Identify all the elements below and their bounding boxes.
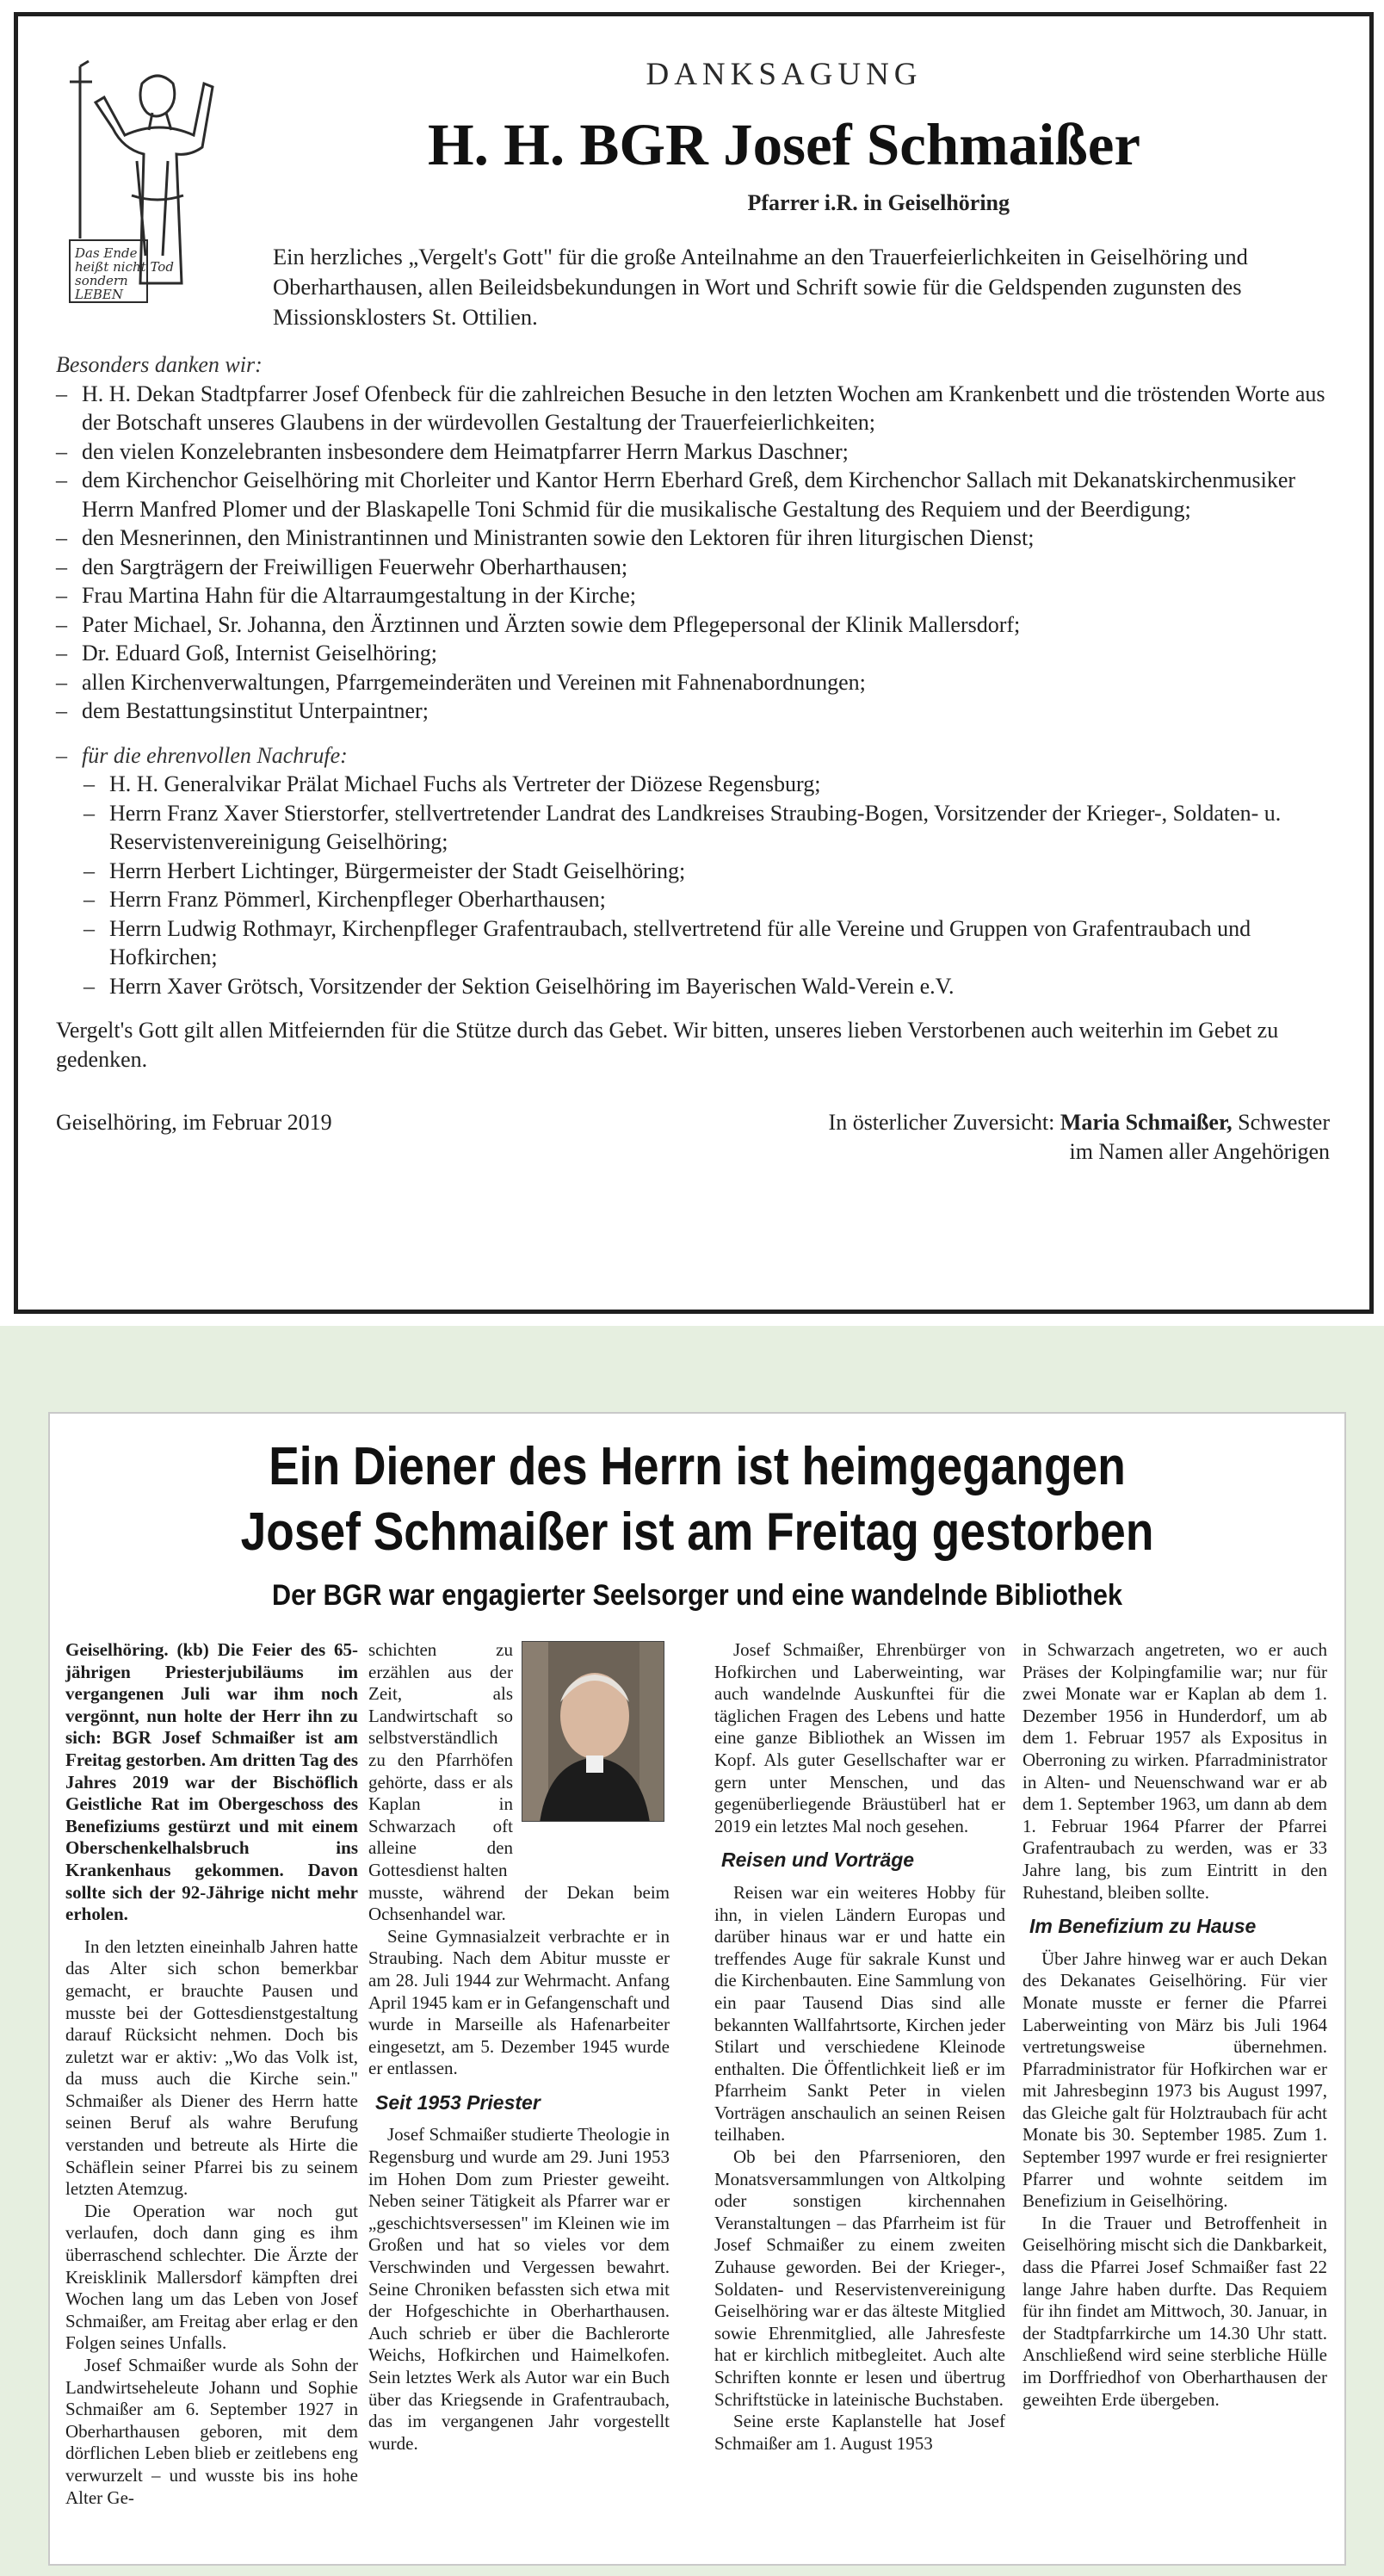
- signature-prefix: In österlicher Zuversicht:: [828, 1110, 1055, 1135]
- thanks-item: – den Mesnerinnen, den Ministrantinnen und Ministranten sowie den Lektoren für ihren liturgischen Dienst;: [56, 523, 1347, 553]
- thanks-notice: [14, 12, 1374, 1314]
- notice-body: [56, 350, 1347, 1173]
- article-paragraph: in Schwarzach angetreten, wo er auch Präses der Kolpingfamilie war; nur für zwei Monate war er Kaplan ab dem 1. Dezember 1956 in Hunderdorf, um ab dem 1. Februar 1957 als Expositus in Oberroning zu wirken. Pfarradministrator in Alten- und Neuenschwand war er ab dem 1. September 1963, um dann ab dem 1. Februar 1964 Pfarrer der Pfarrei Grafentraubach zu werden, was er 33 Jahre lang, bis zum Eintritt in den Ruhestand, bleiben sollte.: [1023, 1639, 1327, 1903]
- thanks-heading: Besonders danken wir:: [56, 352, 263, 377]
- article-paragraph: Über Jahre hinweg war er auch Dekan des Dekanates Geiselhöring. Für vier Monate musste er ferner die Pfarrei Laberweinting von März bis Juli 1964 vertretungsweise übernehmen. Pfarradministrator für Hofkirchen war er mit Jahresbeginn 1973 bis August 1997, das Gleiche galt für Holztraubach für acht Monate bis 30. September 1985. Zum 1. September 1997 wurde er frei resignierter Pfarrer und wohnte seitdem im Benefizium in Geiselhöring.: [1023, 1947, 1327, 2212]
- article-subhead: Seit 1953 Priester: [375, 2090, 541, 2114]
- thanks-item: – Dr. Eduard Goß, Internist Geiselhöring;: [56, 639, 1347, 668]
- article-subheadline: Der BGR war engagierter Seelsorger und eine wandelnde Bibliothek: [272, 1579, 1122, 1612]
- svg-text:sondern: sondern: [75, 273, 128, 288]
- thanks-item: – Pater Michael, Sr. Johanna, den Ärztinnen und Ärzten sowie dem Pflegepersonal der Klinik Mallersdorf;: [56, 610, 1347, 640]
- thanks-item: – den vielen Konzelebranten insbesondere dem Heimatpfarrer Herrn Markus Daschner;: [56, 437, 1347, 467]
- article-paragraph: In die Trauer und Betroffenheit in Geiselhöring mischt sich die Dankbarkeit, dass die Pfarrei Josef Schmaißer fast 22 lange Jahre haben durfte. Das Requiem für ihn findet am Mittwoch, 30. Januar, in der Stadtpfarrkirche um 14.30 Uhr statt. Anschließend wird seine sterbliche Hülle im Dorffriedhof von Oberharthausen der geweihten Erde übergeben.: [1023, 2212, 1327, 2410]
- article-paragraph: Die Operation war noch gut verlaufen, doch dann ging es ihm überraschend schlechter. Die Ärzte der Kreisklinik Mallersdorf kämpften drei Wochen lang um das Leben von Josef Schmaißer, am Freitag aber erlag er den Folgen seines Unfalls.: [65, 2200, 358, 2354]
- article-paragraph: Ob bei den Pfarrsenioren, den Monatsversammlungen von Altkolping oder sonstigen kirchennahen Veranstaltungen – das Pfarrheim ist für Josef Schmaißer zu einem zweiten Zuhause geworden. Bei der Krieger-, Soldaten- und Reservistenvereinigung Geiselhöring war er das älteste Mitglied sowie Ehrenmitglied, alle Jahresfeste hat er kirchlich mitbegleitet. Auch alte Schriften konnte er lesen und übertrug Schriftstücke in lateinische Buchstaben.: [714, 2146, 1005, 2410]
- place-date: Geiselhöring, im Februar 2019: [56, 1110, 332, 1135]
- notice-closing: Vergelt's Gott gilt allen Mitfeiernden für die Stütze durch das Gebet. Wir bitten, unseres lieben Verstorbenen auch weiterhin im Gebet zu gedenken.: [56, 1018, 1279, 1072]
- obit-list: [56, 770, 1347, 1000]
- obit-item: – H. H. Generalvikar Prälat Michael Fuchs als Vertreter der Diözese Regensburg;: [56, 770, 1347, 799]
- obit-item: – Herrn Franz Pömmerl, Kirchenpfleger Oberharthausen;: [56, 885, 1347, 914]
- article-paragraph: musste, während der Dekan beim Ochsenhandel war.: [368, 1881, 670, 1925]
- article-lead: Geiselhöring. (kb) Die Feier des 65-jährigen Priesterjubiläums im vergangenen Juli war ihm noch vergönnt, nun holte der Herr ihn zu sich: BGR Josef Schmaißer ist am Freitag gestorben. Am dritten Tag des Jahres 2019 war der Bischöflich Geistliche Rat im Obergeschoss des Benefiziums gestürzt und mit einem Oberschenkelhalsbruch ins Krankenhaus gekommen. Davon sollte sich der 92-Jährige nicht mehr erholen.: [65, 1639, 358, 1925]
- thanks-item: – Frau Martina Hahn für die Altarraumgestaltung in der Kirche;: [56, 581, 1347, 610]
- thanks-item: – dem Bestattungsinstitut Unterpaintner;: [56, 697, 1347, 726]
- signature-relation: Schwester: [1238, 1110, 1330, 1135]
- article-paragraph: Josef Schmaißer studierte Theologie in Regensburg und wurde am 29. Juni 1953 im Hohen Dom zum Priester geweiht. Neben seiner Tätigkeit als Pfarrer war er „geschichtsversessen" im Kleinen wie im Großen und hat so vieles vor dem Verschwinden und Vergessen bewahrt. Seine Chroniken befassten sich etwa mit der Hofgeschichte in Oberharthausen. Auch schrieb er über die Bachlerorte Weichs, Hofkirchen und Haimelkofen. Sein letztes Werk als Autor war ein Buch über das Kriegsende in Grafentraubach, das im vergangenen Jahr vorgestellt wurde.: [368, 2124, 670, 2454]
- article-column-1: [65, 1639, 358, 2509]
- article-paragraph: Reisen war ein weiteres Hobby für ihn, in vielen Ländern Europas und darüber hinaus war er und hatte ein treffendes Auge für sakrale Kunst und die Kirchenbauten. Eine Sammlung von ein paar Tausend Dias sind alle bekannten Wallfahrtsorte, Kirchen jeder Stilart und verschiedene Kleinode enthalten. Die Öffentlichkeit ließ er im Pfarrheim Sankt Peter in vielen Vorträgen anschaulich an seinen Reisen teilhaben.: [714, 1881, 1005, 2146]
- article-column-4: [1023, 1639, 1327, 2411]
- thanks-list: [56, 380, 1347, 726]
- thanks-item: – dem Kirchenchor Geiselhöring mit Chorleiter und Kantor Herrn Eberhard Greß, dem Kirchenchor Sallach mit Dekanatskirchenmusiker Herrn Manfred Plomer und der Blaskapelle Toni Schmid für die musikalische Gestaltung des Requiem und der Beerdigung;: [56, 466, 1347, 523]
- cross-inscription: [70, 240, 174, 302]
- svg-text:Das Ende: Das Ende: [75, 245, 138, 261]
- svg-text:LEBEN: LEBEN: [75, 287, 124, 302]
- notice-deceased-role: Pfarrer i.R. in Geiselhöring: [747, 190, 1010, 215]
- obit-item: – Herrn Xaver Grötsch, Vorsitzender der Sektion Geiselhöring im Bayerischen Wald-Verein e.V.: [56, 972, 1347, 1001]
- article-paragraph: schichten zu erzählen aus der Zeit, als Landwirtschaft so selbstverständlich zu den Pfarrhöfen gehörte, dass er als Kaplan in Schwarzach oft alleine den Gottesdienst halten: [368, 1639, 513, 1880]
- obit-heading: – für die ehrenvollen Nachrufe:: [56, 741, 1347, 771]
- obit-item: – Herrn Ludwig Rothmayr, Kirchenpfleger Grafentraubach, stellvertretend für alle Vereine und Gruppen von Grafentraubach und Hofkirchen;: [56, 914, 1347, 972]
- thanks-item: – H. H. Dekan Stadtpfarrer Josef Ofenbeck für die zahlreichen Besuche in den letzten Wochen am Krankenbett und die tröstenden Worte aus der Botschaft unseres Glaubens in der würdevollen Gestaltung der Trauerfeierlichkeiten;: [56, 380, 1347, 437]
- article-column-2: [368, 1639, 670, 2455]
- signature-name: Maria Schmaißer,: [1060, 1110, 1233, 1135]
- article-column-3: [714, 1639, 1005, 2455]
- cross-figure-icon: [65, 58, 237, 307]
- notice-footer: [56, 1108, 1347, 1173]
- article-paragraph: Josef Schmaißer wurde als Sohn der Landwirtseheleute Johann und Sophie Schmaißer am 6. September 1927 in Oberharthausen geboren, mit dem dörflichen Leben blieb er zeitlebens eng verwurzelt – und wusste bis ins hohe Alter Ge-: [65, 2355, 358, 2508]
- signature-line2: im Namen aller Angehörigen: [1069, 1138, 1330, 1164]
- article-subhead: Reisen und Vorträge: [721, 1848, 915, 1872]
- newspaper-article: [48, 1412, 1346, 2566]
- notice-intro-text: Ein herzliches „Vergelt's Gott" für die große Anteilnahme an den Trauerfeierlichkeiten in Geiselhöring und Oberharthausen, allen Beileidsbekundungen in Wort und Schrift sowie für die Geldspenden zugunsten des Missionsklosters St. Ottilien.: [273, 244, 1248, 330]
- svg-text:heißt nicht Tod: heißt nicht Tod: [75, 259, 174, 275]
- notice-deceased-name: H. H. BGR Josef Schmaißer: [428, 112, 1140, 177]
- article-paragraph: Seine erste Kaplanstelle hat Josef Schmaißer am 1. August 1953: [714, 2411, 1005, 2454]
- article-headline-2: Josef Schmaißer ist am Freitag gestorben: [240, 1502, 1154, 1562]
- obit-item: – Herrn Herbert Lichtinger, Bürgermeister der Stadt Geiselhöring;: [56, 857, 1347, 886]
- obit-item: – Herrn Franz Xaver Stierstorfer, stellvertretender Landrat des Landkreises Straubing-Bogen, Vorsitzender der Krieger-, Soldaten- u. Reservistenvereinigung Geiselhöring;: [56, 799, 1347, 857]
- article-paragraph: Seine Gymnasialzeit verbrachte er in Straubing. Nach dem Abitur musste er am 28. Juli 1944 zur Wehrmacht. Anfang April 1945 kam er in Gefangenschaft und wurde in Marseille als Hafenarbeiter eingesetzt, am 5. Dezember 1945 wurde er entlassen.: [368, 1925, 670, 2079]
- article-subhead: Im Benefizium zu Hause: [1029, 1915, 1257, 1938]
- article-headline-1: Ein Diener des Herrn ist heimgegangen: [269, 1437, 1126, 1496]
- article-paragraph: Josef Schmaißer, Ehrenbürger von Hofkirchen und Laberweinting, war auch wandelnde Auskunftei für die täglichen Fragen des Lebens und hatte eine ganze Bibliothek an Wissen im Kopf. Als guter Gesellschafter war er gern unter Menschen, und das gegenüberliegende Bräustüberl hat er 2019 ein letztes Mal noch gesehen.: [714, 1639, 1005, 1836]
- thanks-item: – den Sargträgern der Freiwilligen Feuerwehr Oberharthausen;: [56, 553, 1347, 582]
- thanks-item: – allen Kirchenverwaltungen, Pfarrgemeinderäten und Vereinen mit Fahnenabordnungen;: [56, 668, 1347, 697]
- article-paragraph: In den letzten eineinhalb Jahren hatte das Alter sich schon bemerkbar gemacht, er brauchte Pausen und musste bei der Gottesdienstgestaltung darauf Rücksicht nehmen. Doch bis zuletzt war er aktiv: „Wo das Volk ist, da muss auch die Kirche sein." Schmaißer als Diener des Herrn hatte seinen Beruf als wahre Berufung verstanden und betreute als Hirte die Schäflein seiner Pfarrei bis zu seinem letzten Atemzug.: [65, 1935, 358, 2200]
- signature: [829, 1108, 1330, 1166]
- notice-kicker: DANKSAGUNG: [646, 57, 923, 92]
